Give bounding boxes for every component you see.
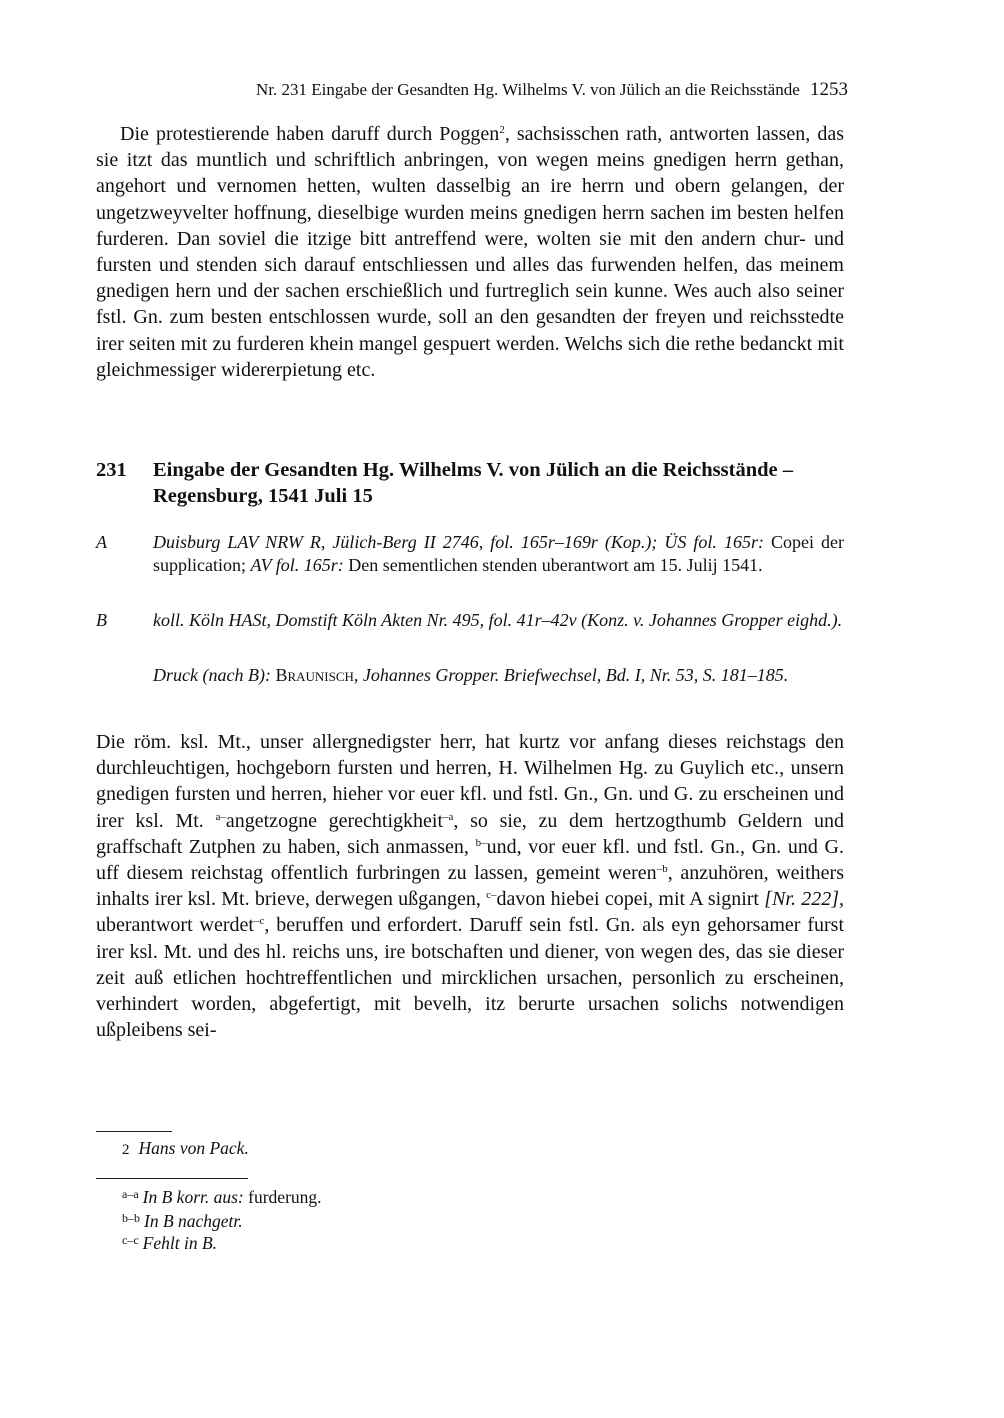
source-siglum: A: [96, 532, 107, 552]
document-title: Eingabe der Gesandten Hg. Wilhelms V. von Jülich an die Reichsstände – Regensburg, 1541 Juli 15: [153, 459, 793, 507]
footnote-marker: b–b: [122, 1211, 140, 1225]
variant-marker: c–: [486, 889, 497, 902]
source-a: [96, 531, 844, 576]
variant-marker: b–: [475, 836, 487, 849]
source-av-label: AV fol. 165r:: [250, 554, 344, 575]
document-reference: [Nr. 222],: [764, 888, 844, 911]
page-number: 1253: [810, 79, 848, 100]
paragraph-text: und, vor euer kfl. und fstl. Gn., Gn. und G. uff diesem reichstag offentlich furbringen zu lassen, gemeint weren: [96, 835, 844, 885]
footnote-rule: [96, 1131, 172, 1132]
druck-title: , Johannes Gropper. Briefwechsel, Bd. I, Nr. 53, S. 181–185.: [353, 665, 789, 685]
paragraph-text: angetzogne gerechtigkheit: [225, 809, 444, 832]
source-text: koll. Köln HASt, Domstift Köln Akten Nr. 495, fol. 41r–42v (Konz. v. Johannes Gropper eighd.).: [153, 610, 843, 630]
source-text: [153, 664, 844, 687]
paragraph-text: Die röm. ksl. Mt., unser allergnedigster herr, hat kurtz vor anfang dieses reichstags den durchleuchtigen, hochgeborn fursten und herren, H. Wilhelmen Hg. zu Guylich etc., unsern gnedigen fursten und herren, hieher vor euer kfl. und fstl. Gn., Gn. und G. zu erscheinen und irer ksl. Mt.: [96, 731, 844, 832]
paragraph-eingabe: [96, 729, 844, 1043]
footnote-text: Fehlt in B.: [142, 1233, 218, 1253]
footnote-ref-2: 2: [499, 124, 505, 136]
variant-marker: –c: [253, 915, 265, 928]
footnote-text: In B korr. aus:: [142, 1187, 244, 1207]
druck-label: Druck (nach B):: [153, 665, 271, 685]
paragraph-text: davon hiebei copei, mit A signirt: [496, 888, 765, 911]
footnote-text: Hans von Pack.: [138, 1138, 249, 1158]
paragraph-protestierende: [96, 121, 844, 383]
paragraph-text: , beruffen und erfordert. Daruff sein fstl. Gn. als eyn gehorsamer furst irer ksl. Mt. und des hl. reichs uns, ire botschaften und diener, von wegen des, das sie dieser zeit auß etlichen hochtreffentlichen und mircklichen ursachen, personlich zu erscheinen, verhindert worden, abgefertigt, mit bevelh, itz berurte ursachen solichs notwendigen ußpleibens sei-: [96, 914, 844, 1042]
footnote-text: furderung.: [243, 1187, 322, 1207]
running-head-title: Nr. 231 Eingabe der Gesandten Hg. Wilhelms V. von Jülich an die Reichsstände: [256, 80, 800, 99]
footnote-marker: c–c: [122, 1233, 139, 1247]
document-heading: [96, 457, 846, 509]
source-b: [96, 609, 844, 632]
paragraph-text: , sachsisschen rath, antworten lassen, das sie itzt das muntlich und schriftlich anbringen, von wegen meins gnedigen herrn gethan, angehort und vernomen hetten, wulten dasselbig an ire herrn und obern gelangen, der ungetzweyvelter hoffnung, dieselbige wurden meins gnedigen herrn sachen im besten helfen furderen. Dan soviel die itzige bitt antreffend were, wolten sie mit den andern chur- und fursten und stenden sich darauf entschliessen und alles das furwenden helfen, das meinem gnedigen hern und der sachen erschießlich und furtreglich sein kunne. Wes auch also seiner fstl. Gn. zum besten entschlossen wurde, soll an den gesandten der freyen und reichsstedte irer seiten mit zu furderen khein mangel gespuert werden. Welchs sich die rethe bedanckt mit gleichmessiger widererpietung etc.: [96, 123, 844, 381]
variant-rule: [96, 1178, 248, 1179]
source-text: [153, 531, 844, 576]
footnote-text: In B nachgetr.: [144, 1211, 243, 1231]
source-heading-text: Copei der supplication;: [153, 532, 844, 575]
source-archive: Duisburg LAV NRW R, Jülich-Berg II 2746, fol. 165r–169r (Kop.); ÜS fol. 165r:: [153, 532, 764, 552]
source-siglum: B: [96, 610, 107, 630]
footnote-marker: a–a: [122, 1187, 139, 1201]
variant-marker: –a: [443, 810, 454, 823]
paragraph-text: , so sie, zu dem hertzogthumb Geldern und graffschaft Zutphen zu haben, sich anmassen,: [96, 809, 845, 858]
paragraph-text: , anzuhören, weithers inhalts irer ksl. Mt. brieve, derwegen ußgangen,: [96, 862, 844, 911]
variant-marker: a–: [215, 810, 226, 823]
druck-author: Braunisch: [275, 665, 354, 685]
running-head: [96, 78, 848, 102]
source-druck: [96, 664, 844, 687]
footnote-2: [122, 1137, 249, 1161]
paragraph-text: Die protestierende haben daruff durch Poggen: [120, 123, 500, 145]
source-av-text: Den sementlichen stenden uberantwort am 15. Julij 1541.: [343, 554, 763, 575]
footnote-marker: 2: [122, 1142, 130, 1158]
variant-note-a: [122, 1183, 322, 1208]
paragraph-text: uberantwort werdet: [96, 914, 254, 937]
variant-note-c: [122, 1229, 217, 1254]
variant-marker: –b: [656, 863, 668, 876]
document-number: 231: [96, 459, 127, 481]
